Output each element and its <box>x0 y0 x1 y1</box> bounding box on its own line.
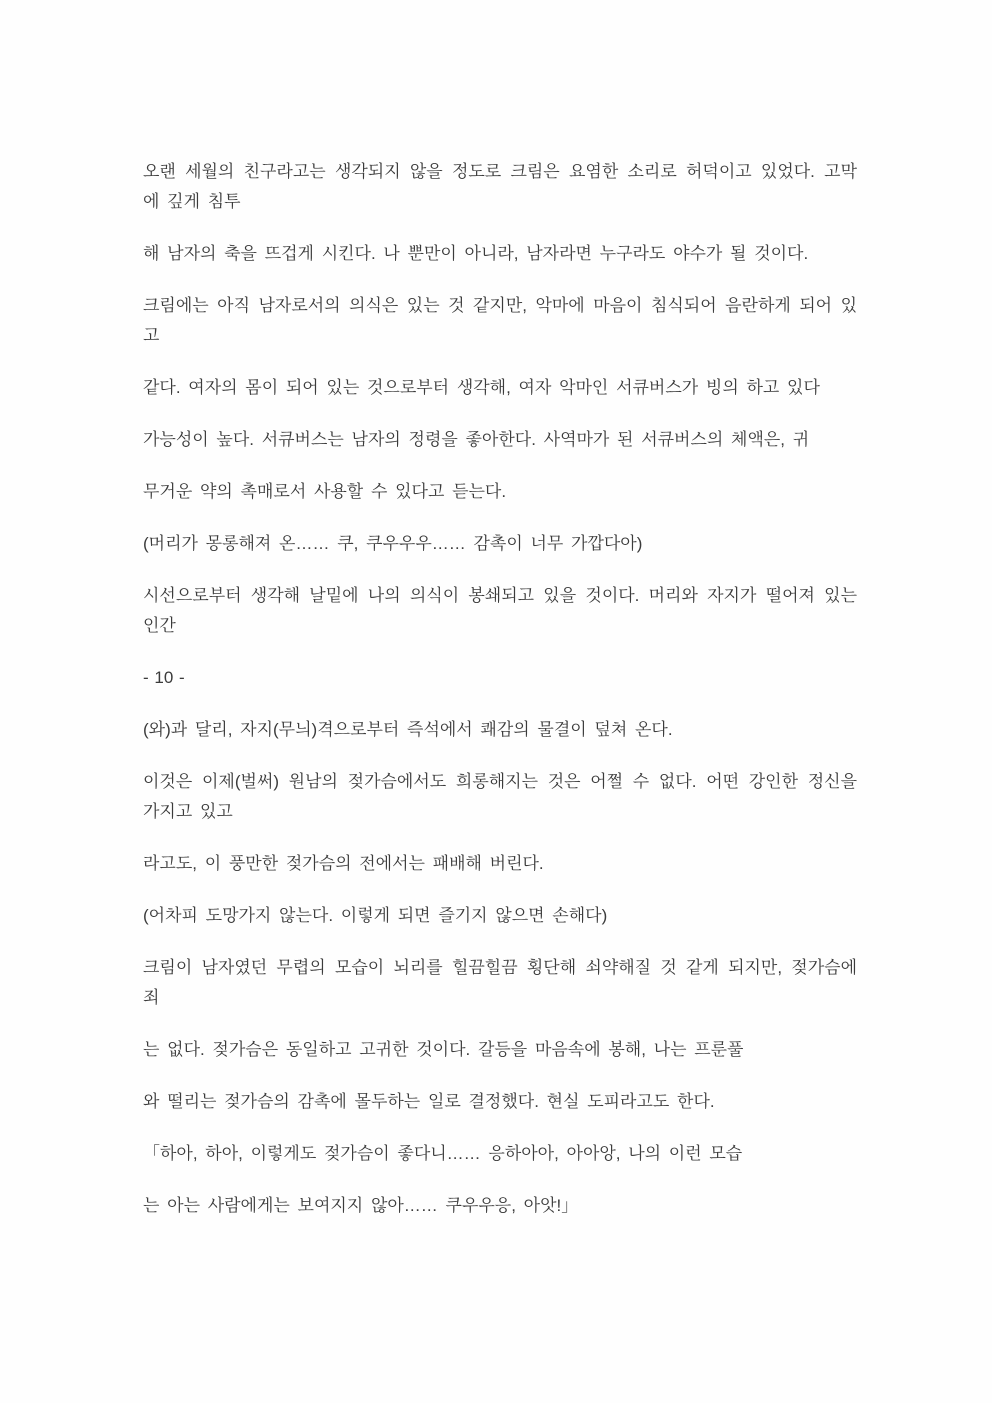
text-line: (와)과 달리, 자지(무늬)격으로부터 즉석에서 쾌감의 물결이 덮쳐 온다. <box>143 720 673 739</box>
text-line: (어차피 도망가지 않는다. 이렇게 되면 즐기지 않으면 손해다) <box>143 906 608 925</box>
paragraph <box>143 157 857 217</box>
page-number-text: - 10 - <box>143 668 185 687</box>
text-line: (머리가 몽롱해져 온…… 쿠, 쿠우우우…… 감촉이 너무 가깝다아) <box>143 534 643 553</box>
paragraph <box>143 715 857 745</box>
paragraph <box>143 1087 857 1117</box>
paragraph <box>143 849 857 879</box>
text-line: 크림에는 아직 남자로서의 의식은 있는 것 같지만, 악마에 마음이 침식되어 음란하게 되어 있 <box>143 296 857 315</box>
paragraph <box>143 581 857 641</box>
paragraph <box>143 239 857 269</box>
text-line: 해 남자의 축을 뜨겁게 시킨다. 나 뿐만이 아니라, 남자라면 누구라도 야수가 될 것이다. <box>143 244 809 263</box>
paragraph <box>143 529 857 559</box>
text-line: 무거운 약의 촉매로서 사용할 수 있다고 듣는다. <box>143 482 507 501</box>
text-line: 오랜 세월의 친구라고는 생각되지 않을 정도로 크림은 요염한 소리로 허덕이고 있었다. 고막 <box>143 162 857 181</box>
text-line: 가지고 있고 <box>143 802 233 821</box>
paragraph <box>143 477 857 507</box>
paragraph <box>143 291 857 351</box>
paragraph <box>143 767 857 827</box>
paragraph <box>143 373 857 403</box>
text-line: 크림이 남자였던 무렵의 모습이 뇌리를 힐끔힐끔 횡단해 쇠약해질 것 같게 되지만, 젖가슴에 <box>143 958 857 977</box>
text-line: 에 깊게 침투 <box>143 192 241 211</box>
paragraph <box>143 1191 857 1221</box>
text-line: 라고도, 이 풍만한 젖가슴의 전에서는 패배해 버린다. <box>143 854 544 873</box>
text-line: 고 <box>143 326 160 345</box>
text-line: 와 떨리는 젖가슴의 감촉에 몰두하는 일로 결정했다. 현실 도피라고도 한다. <box>143 1092 715 1111</box>
text-line: 인간 <box>143 616 176 635</box>
paragraph <box>143 953 857 1013</box>
page-number <box>143 663 857 693</box>
document-text-body <box>143 157 857 1221</box>
paragraph <box>143 1139 857 1169</box>
paragraph <box>143 901 857 931</box>
paragraph <box>143 1035 857 1065</box>
paragraph <box>143 425 857 455</box>
text-line: 「하아, 하아, 이렇게도 젖가슴이 좋다니…… 응하아아, 아아앙, 나의 이런 모습 <box>143 1144 743 1163</box>
text-line: 가능성이 높다. 서큐버스는 남자의 정령을 좋아한다. 사역마가 된 서큐버스의 체액은, 귀 <box>143 430 810 449</box>
text-line: 시선으로부터 생각해 날밑에 나의 의식이 봉쇄되고 있을 것이다. 머리와 자지가 떨어져 있는 <box>143 586 857 605</box>
text-line: 는 없다. 젖가슴은 동일하고 고귀한 것이다. 갈등을 마음속에 봉해, 나는 프룬풀 <box>143 1040 744 1059</box>
text-line: 죄 <box>143 988 160 1007</box>
text-line: 이것은 이제(벌써) 원남의 젖가슴에서도 희롱해지는 것은 어쩔 수 없다. 어떤 강인한 정신을 <box>143 772 857 791</box>
text-line: 같다. 여자의 몸이 되어 있는 것으로부터 생각해, 여자 악마인 서큐버스가 빙의 하고 있다 <box>143 378 820 397</box>
text-line: 는 아는 사람에게는 보여지지 않아…… 쿠우우응, 아앗!」 <box>143 1196 579 1215</box>
